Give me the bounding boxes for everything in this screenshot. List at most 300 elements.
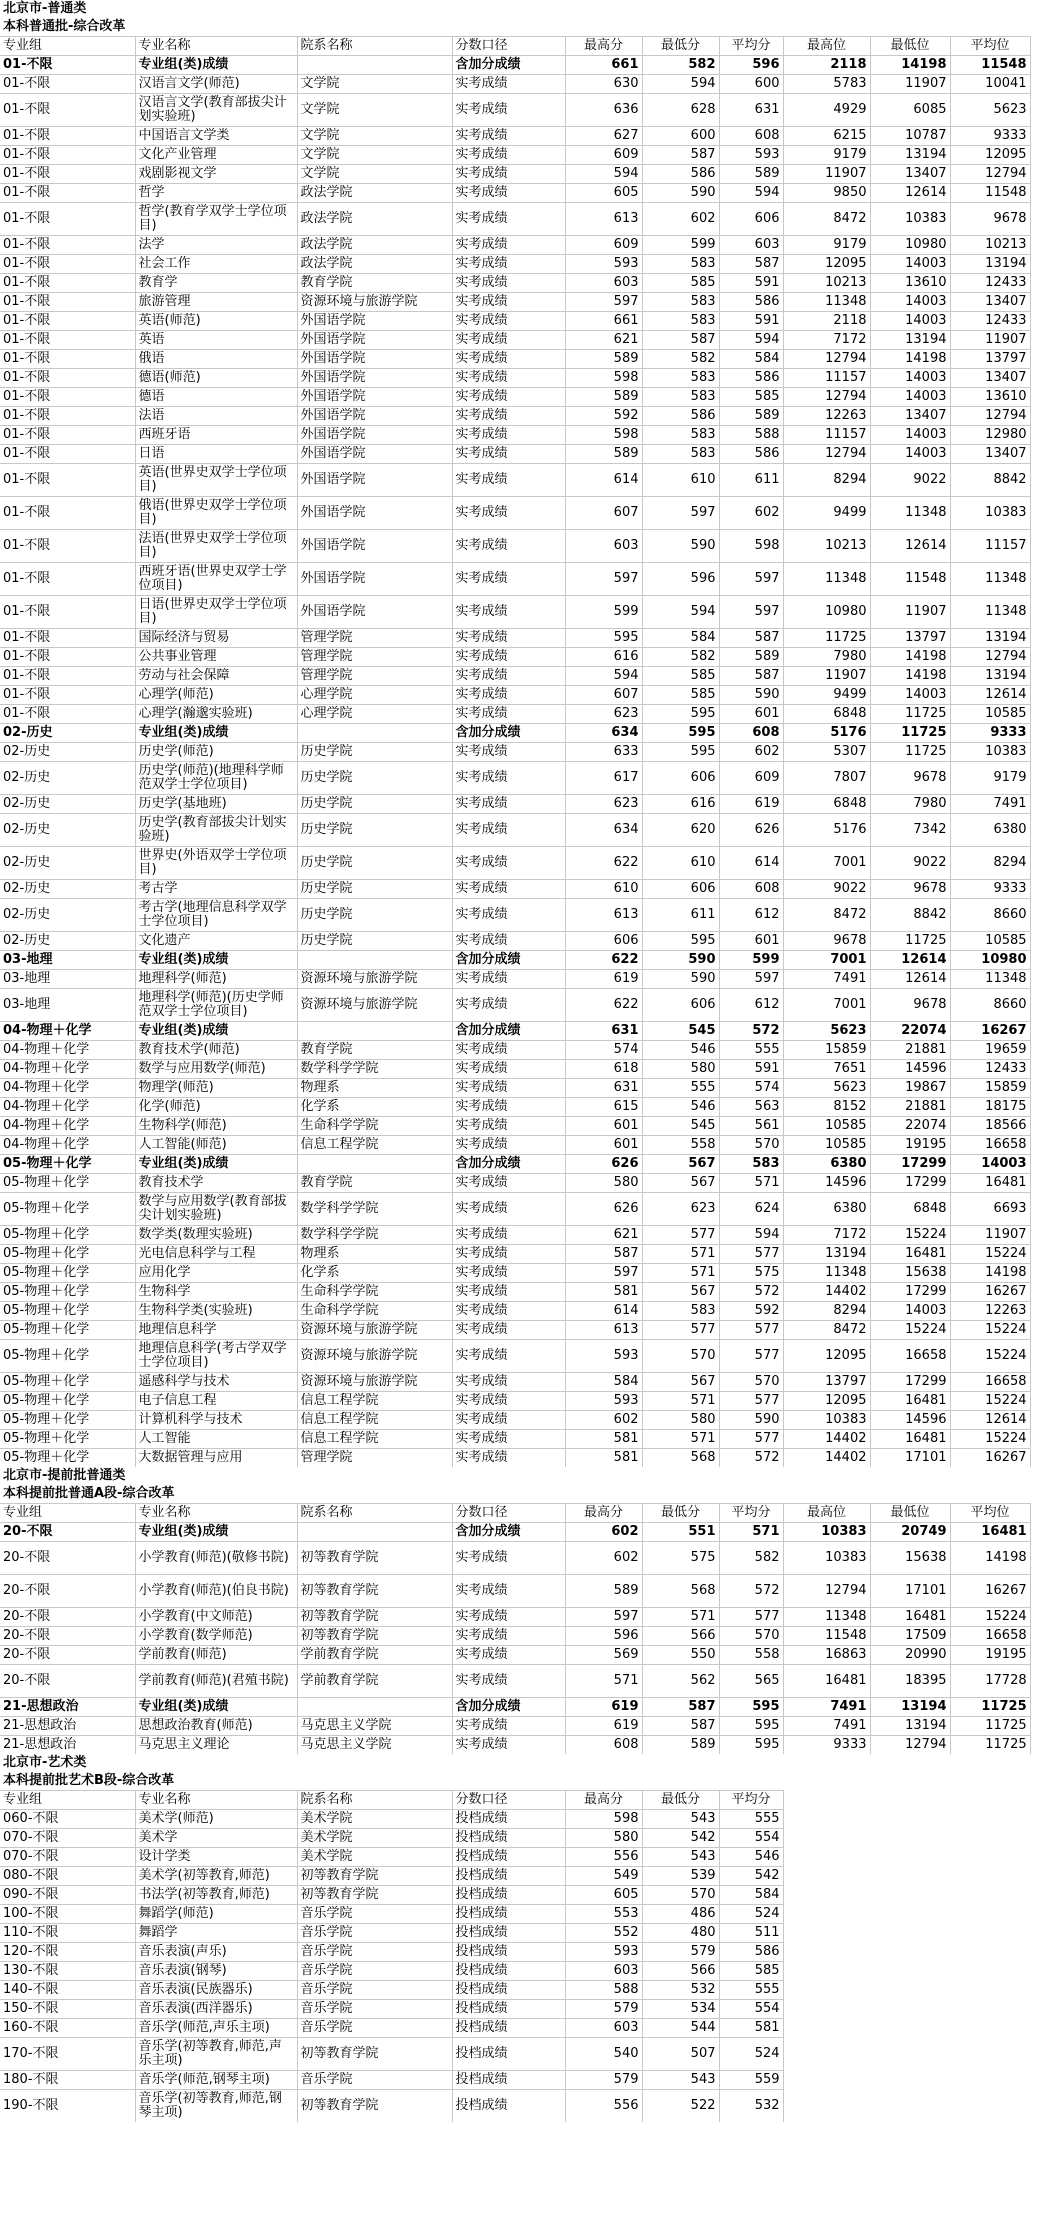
cell-group: 01-不限: [0, 705, 135, 724]
cell-major: 俄语: [135, 350, 297, 369]
header-dept: 院系名称: [297, 37, 452, 56]
cell-score-type: 实考成绩: [452, 1174, 565, 1193]
cell-max-rank: 9499: [783, 497, 870, 530]
cell-major: 地理科学(师范): [135, 970, 297, 989]
cell-group: 05-物理＋化学: [0, 1392, 135, 1411]
cell-max-rank: 5783: [783, 75, 870, 94]
cell-avg-score: 588: [719, 426, 783, 445]
cell-max-score: 619: [565, 1698, 642, 1717]
table-row: [0, 1098, 1030, 1117]
cell-min-rank: 16481: [870, 1608, 950, 1627]
cell-group: 01-不限: [0, 497, 135, 530]
cell-min-score: 567: [642, 1174, 719, 1193]
cell-major: 法语(世界史双学士学位项目): [135, 530, 297, 563]
cell-dept: [297, 1022, 452, 1041]
cell-dept: 教育学院: [297, 1041, 452, 1060]
cell-max-score: 580: [565, 1174, 642, 1193]
cell-score-type: 实考成绩: [452, 203, 565, 236]
cell-major: 专业组(类)成绩: [135, 1022, 297, 1041]
cell-max-score: 617: [565, 762, 642, 795]
table-row: [0, 1155, 1030, 1174]
cell-score-type: 实考成绩: [452, 331, 565, 350]
cell-avg-score: 586: [719, 445, 783, 464]
cell-avg-rank: 16658: [950, 1136, 1030, 1155]
cell-group: 01-不限: [0, 146, 135, 165]
cell-major: 舞蹈学: [135, 1924, 297, 1943]
cell-max-rank: 11725: [783, 629, 870, 648]
cell-avg-score: 570: [719, 1373, 783, 1392]
cell-avg-score: 589: [719, 648, 783, 667]
cell-major: 音乐表演(西洋器乐): [135, 2000, 297, 2019]
cell-max-score: 593: [565, 1392, 642, 1411]
cell-max-rank: 8472: [783, 203, 870, 236]
cell-dept: 政法学院: [297, 255, 452, 274]
cell-dept: 外国语学院: [297, 426, 452, 445]
cell-max-rank: 8152: [783, 1098, 870, 1117]
cell-avg-rank: 11907: [950, 1226, 1030, 1245]
cell-avg-score: 631: [719, 94, 783, 127]
cell-min-rank: 13610: [870, 274, 950, 293]
header-score-type: 分数口径: [452, 1791, 565, 1810]
cell-avg-score: 598: [719, 530, 783, 563]
cell-major: 地理信息科学: [135, 1321, 297, 1340]
cell-score-type: 实考成绩: [452, 1098, 565, 1117]
table-row: [0, 255, 1030, 274]
cell-score-type: 投档成绩: [452, 2000, 565, 2019]
cell-max-score: 569: [565, 1646, 642, 1665]
cell-max-score: 597: [565, 563, 642, 596]
cell-dept: 初等教育学院: [297, 2038, 452, 2071]
cell-min-rank: 13194: [870, 146, 950, 165]
cell-major: 劳动与社会保障: [135, 667, 297, 686]
cell-max-rank: 11348: [783, 563, 870, 596]
cell-score-type: 实考成绩: [452, 1608, 565, 1627]
cell-avg-score: 612: [719, 989, 783, 1022]
cell-min-rank: 17101: [870, 1449, 950, 1468]
cell-max-rank: 7172: [783, 1226, 870, 1245]
cell-major: 考古学(地理信息科学双学士学位项目): [135, 899, 297, 932]
cell-avg-rank: 10213: [950, 236, 1030, 255]
cell-min-rank: 14596: [870, 1060, 950, 1079]
cell-min-rank: 13407: [870, 165, 950, 184]
cell-dept: 音乐学院: [297, 1943, 452, 1962]
cell-min-rank: 14003: [870, 369, 950, 388]
cell-max-rank: 7491: [783, 1698, 870, 1717]
cell-avg-rank: 16658: [950, 1627, 1030, 1646]
cell-avg-rank: 13407: [950, 369, 1030, 388]
table-row: [0, 1041, 1030, 1060]
cell-max-score: 596: [565, 1627, 642, 1646]
cell-max-rank: 11348: [783, 1264, 870, 1283]
cell-avg-rank: 11725: [950, 1736, 1030, 1755]
table-row: [0, 951, 1030, 970]
header-avg-score: 平均分: [719, 1791, 783, 1810]
cell-avg-score: 572: [719, 1449, 783, 1468]
cell-min-score: 583: [642, 388, 719, 407]
cell-major: 教育技术学: [135, 1174, 297, 1193]
cell-max-rank: 5176: [783, 814, 870, 847]
table-row: [0, 847, 1030, 880]
cell-dept: 信息工程学院: [297, 1136, 452, 1155]
cell-max-score: 661: [565, 56, 642, 75]
cell-max-score: 603: [565, 530, 642, 563]
cell-dept: 管理学院: [297, 648, 452, 667]
cell-avg-score: 608: [719, 127, 783, 146]
cell-group: 04-物理＋化学: [0, 1022, 135, 1041]
cell-min-rank: 22074: [870, 1117, 950, 1136]
cell-dept: 物理系: [297, 1245, 452, 1264]
cell-avg-score: 570: [719, 1627, 783, 1646]
header-row: [0, 1791, 783, 1810]
cell-dept: 信息工程学院: [297, 1392, 452, 1411]
cell-major: 音乐表演(钢琴): [135, 1962, 297, 1981]
cell-min-score: 542: [642, 1829, 719, 1848]
cell-score-type: 投档成绩: [452, 1829, 565, 1848]
header-row: [0, 1504, 1030, 1523]
cell-score-type: 实考成绩: [452, 1392, 565, 1411]
cell-dept: [297, 56, 452, 75]
cell-min-rank: 17299: [870, 1174, 950, 1193]
table-row: [0, 1542, 1030, 1575]
header-min-score: 最低分: [642, 1504, 719, 1523]
cell-max-rank: 5176: [783, 724, 870, 743]
cell-group: 02-历史: [0, 880, 135, 899]
cell-max-score: 610: [565, 880, 642, 899]
table-row: [0, 762, 1030, 795]
cell-score-type: 实考成绩: [452, 426, 565, 445]
cell-min-score: 595: [642, 705, 719, 724]
cell-major: 教育技术学(师范): [135, 1041, 297, 1060]
cell-group: 150-不限: [0, 2000, 135, 2019]
cell-major: 日语: [135, 445, 297, 464]
cell-group: 05-物理＋化学: [0, 1411, 135, 1430]
cell-avg-rank: 10980: [950, 951, 1030, 970]
cell-avg-score: 524: [719, 1905, 783, 1924]
cell-major: 人工智能(师范): [135, 1136, 297, 1155]
cell-min-score: 571: [642, 1608, 719, 1627]
table-row: [0, 1060, 1030, 1079]
header-min-rank: 最低位: [870, 1504, 950, 1523]
table-row: [0, 563, 1030, 596]
cell-avg-score: 589: [719, 165, 783, 184]
cell-min-rank: 16481: [870, 1392, 950, 1411]
cell-major: 地理科学(师范)(历史学师范双学士学位项目): [135, 989, 297, 1022]
cell-dept: 资源环境与旅游学院: [297, 1321, 452, 1340]
cell-min-rank: 11907: [870, 596, 950, 629]
cell-min-rank: 13407: [870, 407, 950, 426]
table-row: [0, 407, 1030, 426]
cell-max-score: 602: [565, 1542, 642, 1575]
cell-min-score: 580: [642, 1060, 719, 1079]
cell-avg-score: 626: [719, 814, 783, 847]
cell-major: 应用化学: [135, 1264, 297, 1283]
cell-major: 设计学类: [135, 1848, 297, 1867]
cell-avg-rank: 12433: [950, 274, 1030, 293]
header-max-rank: 最高位: [783, 37, 870, 56]
cell-avg-score: 582: [719, 1542, 783, 1575]
cell-dept: [297, 1155, 452, 1174]
cell-major: 专业组(类)成绩: [135, 724, 297, 743]
cell-max-score: 616: [565, 648, 642, 667]
header-max-score: 最高分: [565, 37, 642, 56]
cell-group: 140-不限: [0, 1981, 135, 2000]
cell-avg-score: 595: [719, 1717, 783, 1736]
cell-max-rank: 16481: [783, 1665, 870, 1698]
cell-min-score: 606: [642, 989, 719, 1022]
cell-max-score: 601: [565, 1117, 642, 1136]
cell-group: 05-物理＋化学: [0, 1340, 135, 1373]
cell-min-score: 583: [642, 1302, 719, 1321]
cell-min-rank: 14003: [870, 388, 950, 407]
table-row: [0, 388, 1030, 407]
cell-score-type: 含加分成绩: [452, 951, 565, 970]
cell-dept: 文学院: [297, 127, 452, 146]
cell-avg-rank: 16658: [950, 1373, 1030, 1392]
cell-score-type: 投档成绩: [452, 1943, 565, 1962]
cell-avg-score: 571: [719, 1174, 783, 1193]
cell-max-rank: 12794: [783, 445, 870, 464]
cell-avg-score: 594: [719, 331, 783, 350]
cell-group: 190-不限: [0, 2090, 135, 2123]
cell-avg-score: 597: [719, 596, 783, 629]
cell-score-type: 投档成绩: [452, 1867, 565, 1886]
cell-min-rank: 8842: [870, 899, 950, 932]
section-subtitle: 本科普通批-综合改革: [3, 19, 126, 34]
cell-group: 05-物理＋化学: [0, 1373, 135, 1392]
cell-dept: 美术学院: [297, 1829, 452, 1848]
cell-avg-score: 596: [719, 56, 783, 75]
cell-min-score: 571: [642, 1264, 719, 1283]
cell-min-score: 583: [642, 293, 719, 312]
cell-score-type: 实考成绩: [452, 1302, 565, 1321]
cell-dept: 初等教育学院: [297, 1627, 452, 1646]
cell-group: 110-不限: [0, 1924, 135, 1943]
cell-group: 130-不限: [0, 1962, 135, 1981]
cell-avg-rank: 13194: [950, 667, 1030, 686]
cell-major: 哲学: [135, 184, 297, 203]
cell-score-type: 实考成绩: [452, 847, 565, 880]
cell-max-rank: 7172: [783, 331, 870, 350]
cell-min-score: 584: [642, 629, 719, 648]
table-row: [0, 989, 1030, 1022]
cell-max-score: 605: [565, 184, 642, 203]
cell-min-rank: 17299: [870, 1373, 950, 1392]
cell-min-score: 590: [642, 951, 719, 970]
cell-group: 01-不限: [0, 563, 135, 596]
cell-avg-score: 602: [719, 743, 783, 762]
cell-score-type: 实考成绩: [452, 127, 565, 146]
cell-score-type: 实考成绩: [452, 1717, 565, 1736]
cell-max-rank: 11348: [783, 293, 870, 312]
cell-major: 数学类(数理实验班): [135, 1226, 297, 1245]
cell-min-score: 582: [642, 648, 719, 667]
cell-avg-rank: 10585: [950, 932, 1030, 951]
cell-group: 070-不限: [0, 1848, 135, 1867]
cell-min-rank: 21881: [870, 1041, 950, 1060]
table-row: [0, 331, 1030, 350]
cell-min-score: 583: [642, 445, 719, 464]
cell-major: 文化遗产: [135, 932, 297, 951]
cell-max-score: 597: [565, 1264, 642, 1283]
table-row: [0, 880, 1030, 899]
cell-score-type: 实考成绩: [452, 1226, 565, 1245]
cell-max-rank: 11348: [783, 1608, 870, 1627]
cell-max-rank: 12794: [783, 388, 870, 407]
cell-max-score: 595: [565, 629, 642, 648]
cell-max-score: 621: [565, 331, 642, 350]
cell-avg-rank: 12794: [950, 407, 1030, 426]
header-dept: 院系名称: [297, 1504, 452, 1523]
cell-dept: 初等教育学院: [297, 1608, 452, 1627]
cell-score-type: 实考成绩: [452, 312, 565, 331]
table-row: [0, 94, 1030, 127]
cell-max-rank: 11157: [783, 426, 870, 445]
cell-min-rank: 11907: [870, 75, 950, 94]
cell-min-score: 575: [642, 1542, 719, 1575]
cell-avg-rank: 13194: [950, 255, 1030, 274]
cell-dept: 文学院: [297, 94, 452, 127]
cell-min-score: 544: [642, 2019, 719, 2038]
table-row: [0, 1174, 1030, 1193]
cell-max-rank: 10213: [783, 274, 870, 293]
cell-avg-rank: 9333: [950, 724, 1030, 743]
table-row: [0, 56, 1030, 75]
cell-group: 05-物理＋化学: [0, 1174, 135, 1193]
cell-score-type: 实考成绩: [452, 1117, 565, 1136]
cell-max-score: 587: [565, 1245, 642, 1264]
cell-max-score: 579: [565, 2071, 642, 2090]
table-row: [0, 530, 1030, 563]
cell-major: 西班牙语: [135, 426, 297, 445]
cell-avg-rank: 9179: [950, 762, 1030, 795]
cell-dept: 初等教育学院: [297, 2090, 452, 2123]
cell-avg-rank: 15224: [950, 1245, 1030, 1264]
cell-group: 02-历史: [0, 932, 135, 951]
cell-dept: 文学院: [297, 165, 452, 184]
cell-avg-rank: 15224: [950, 1340, 1030, 1373]
cell-max-score: 618: [565, 1060, 642, 1079]
header-max-rank: 最高位: [783, 1504, 870, 1523]
cell-max-score: 607: [565, 686, 642, 705]
cell-dept: 音乐学院: [297, 1924, 452, 1943]
cell-max-rank: 13797: [783, 1373, 870, 1392]
cell-max-rank: 12794: [783, 350, 870, 369]
cell-min-rank: 7342: [870, 814, 950, 847]
table-row: [0, 75, 1030, 94]
cell-max-score: 599: [565, 596, 642, 629]
cell-score-type: 实考成绩: [452, 814, 565, 847]
cell-min-score: 595: [642, 724, 719, 743]
cell-score-type: 含加分成绩: [452, 56, 565, 75]
cell-score-type: 实考成绩: [452, 1264, 565, 1283]
cell-score-type: 实考成绩: [452, 293, 565, 312]
table-row: [0, 2090, 783, 2123]
cell-min-score: 589: [642, 1736, 719, 1755]
cell-dept: 生命科学学院: [297, 1302, 452, 1321]
cell-dept: 数学科学学院: [297, 1060, 452, 1079]
cell-max-score: 589: [565, 445, 642, 464]
cell-major: 专业组(类)成绩: [135, 1155, 297, 1174]
cell-max-rank: 6848: [783, 705, 870, 724]
cell-group: 01-不限: [0, 293, 135, 312]
cell-score-type: 实考成绩: [452, 497, 565, 530]
cell-group: 01-不限: [0, 236, 135, 255]
cell-avg-rank: 15224: [950, 1321, 1030, 1340]
cell-max-score: 597: [565, 293, 642, 312]
cell-dept: 数学科学学院: [297, 1193, 452, 1226]
cell-dept: 音乐学院: [297, 2071, 452, 2090]
cell-max-rank: 9678: [783, 932, 870, 951]
cell-min-score: 602: [642, 203, 719, 236]
cell-major: 数学与应用数学(教育部拔尖计划实验班): [135, 1193, 297, 1226]
cell-max-score: 593: [565, 255, 642, 274]
cell-max-rank: 8294: [783, 1302, 870, 1321]
cell-min-score: 550: [642, 1646, 719, 1665]
cell-score-type: 实考成绩: [452, 1340, 565, 1373]
cell-min-score: 570: [642, 1886, 719, 1905]
cell-dept: 资源环境与旅游学院: [297, 1340, 452, 1373]
table-row: [0, 1022, 1030, 1041]
cell-dept: 政法学院: [297, 184, 452, 203]
cell-group: 02-历史: [0, 724, 135, 743]
cell-dept: 资源环境与旅游学院: [297, 989, 452, 1022]
cell-min-score: 583: [642, 255, 719, 274]
cell-max-score: 609: [565, 236, 642, 255]
cell-avg-score: 575: [719, 1264, 783, 1283]
cell-max-score: 627: [565, 127, 642, 146]
cell-avg-rank: 8660: [950, 989, 1030, 1022]
table-row: [0, 629, 1030, 648]
cell-major: 旅游管理: [135, 293, 297, 312]
cell-max-score: 614: [565, 464, 642, 497]
header-avg-rank: 平均位: [950, 37, 1030, 56]
table-row: [0, 1079, 1030, 1098]
cell-score-type: 实考成绩: [452, 369, 565, 388]
cell-group: 05-物理＋化学: [0, 1155, 135, 1174]
cell-dept: 外国语学院: [297, 464, 452, 497]
cell-avg-score: 511: [719, 1924, 783, 1943]
cell-max-score: 603: [565, 2019, 642, 2038]
cell-max-rank: 9850: [783, 184, 870, 203]
cell-avg-score: 554: [719, 2000, 783, 2019]
cell-major: 学前教育(师范)(君殖书院): [135, 1665, 297, 1698]
cell-min-rank: 14003: [870, 686, 950, 705]
cell-avg-score: 609: [719, 762, 783, 795]
table-row: [0, 2000, 783, 2019]
cell-avg-score: 608: [719, 880, 783, 899]
cell-group: 05-物理＋化学: [0, 1283, 135, 1302]
cell-dept: 初等教育学院: [297, 1867, 452, 1886]
cell-group: 03-地理: [0, 989, 135, 1022]
table-row: [0, 312, 1030, 331]
table-row: [0, 2038, 783, 2071]
table-row: [0, 1829, 783, 1848]
cell-score-type: 实考成绩: [452, 255, 565, 274]
cell-max-rank: 12095: [783, 1340, 870, 1373]
cell-min-rank: 13797: [870, 629, 950, 648]
cell-max-rank: 14402: [783, 1283, 870, 1302]
cell-score-type: 实考成绩: [452, 596, 565, 629]
cell-group: 05-物理＋化学: [0, 1245, 135, 1264]
cell-avg-score: 587: [719, 255, 783, 274]
table-row: [0, 1848, 783, 1867]
cell-max-rank: 11548: [783, 1627, 870, 1646]
cell-max-score: 601: [565, 1136, 642, 1155]
table-row: [0, 1302, 1030, 1321]
cell-max-score: 634: [565, 814, 642, 847]
cell-avg-score: 591: [719, 312, 783, 331]
cell-dept: 物理系: [297, 1079, 452, 1098]
